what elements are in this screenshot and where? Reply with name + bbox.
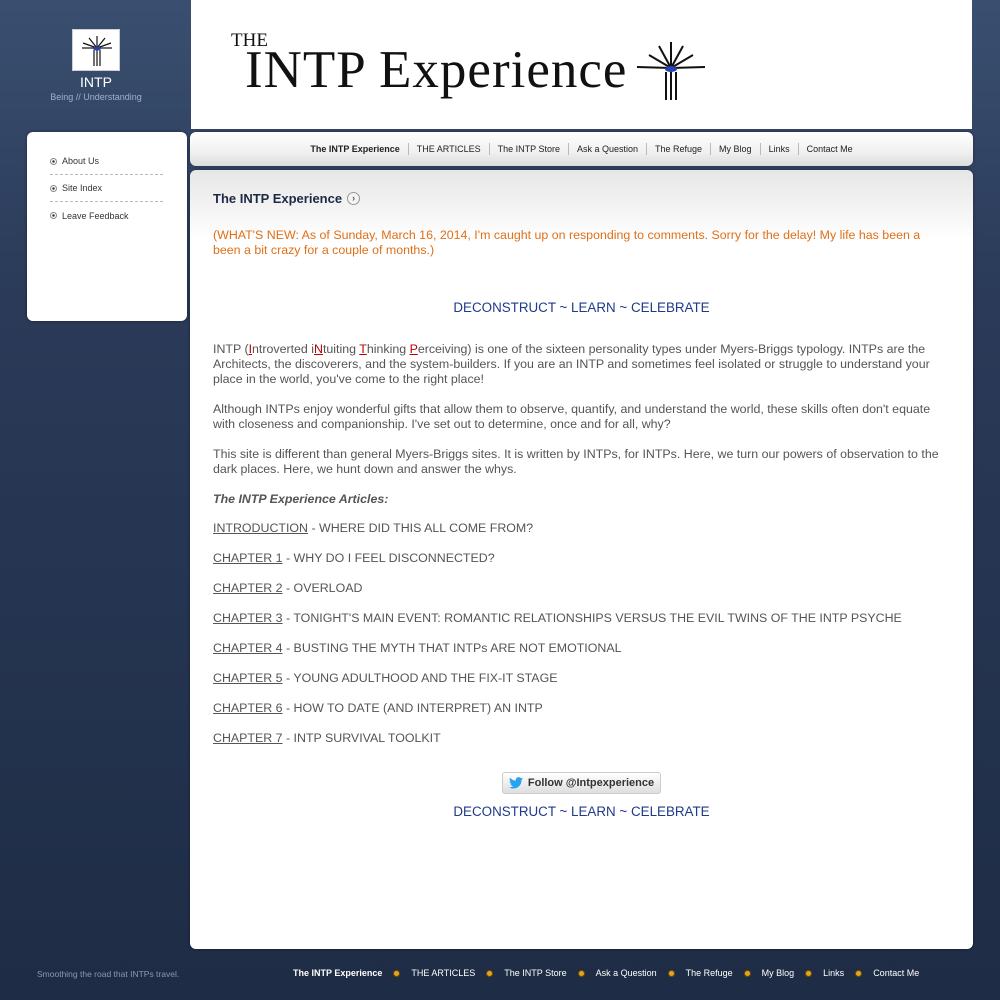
nav-item-blog[interactable]: My Blog xyxy=(710,143,760,155)
whats-new-notice: (WHAT'S NEW: As of Sunday, March 16, 2014, I'm caught up on responding to comments. Sorry for the delay! My life has been a been a bit crazy for a couple of months.) xyxy=(213,228,921,257)
intro-letter-t: T xyxy=(359,342,367,356)
tagline-bottom: DECONSTRUCT ~ LEARN ~ CELEBRATE xyxy=(453,804,710,819)
footer-nav-articles[interactable]: THE ARTICLES xyxy=(411,968,476,978)
footer-nav-blog[interactable]: My Blog xyxy=(761,968,795,978)
footer-nav-refuge[interactable]: The Refuge xyxy=(685,968,733,978)
chapter-link-7[interactable]: CHAPTER 7 xyxy=(213,731,283,745)
intro-paragraph xyxy=(213,342,950,387)
chapter-desc: - INTP SURVIVAL TOOLKIT xyxy=(282,731,441,745)
chapter-item xyxy=(213,521,950,536)
sidebar-item-label: About Us xyxy=(62,156,100,166)
chapter-desc: - YOUNG ADULTHOOD AND THE FIX-IT STAGE xyxy=(282,671,558,685)
footer-dot-icon xyxy=(486,970,493,977)
intro-text: tuiting xyxy=(322,342,360,356)
intp-logo-icon xyxy=(73,30,121,72)
articles-heading: The INTP Experience Articles: xyxy=(213,492,389,506)
sidebar-item-leave-feedback[interactable] xyxy=(50,202,163,229)
intro-text: INTP ( xyxy=(213,342,249,356)
chapter-link-2[interactable]: CHAPTER 2 xyxy=(213,581,283,595)
footer-dot-icon xyxy=(744,970,751,977)
footer-nav-store[interactable]: The INTP Store xyxy=(504,968,567,978)
bullet-icon xyxy=(50,158,57,165)
header-banner xyxy=(191,0,972,129)
nav-item-refuge[interactable]: The Refuge xyxy=(646,143,710,155)
chapter-link-4[interactable]: CHAPTER 4 xyxy=(213,641,283,655)
footer-dot-icon xyxy=(805,970,812,977)
follow-wrapper xyxy=(213,772,950,794)
chapter-desc: - HOW TO DATE (AND INTERPRET) AN INTP xyxy=(282,701,543,715)
intro-text: erceiving) is one of the sixteen personality types under Myers-Briggs typology. INTPs are the Architects, the discoverers, and the system-builders. If you are an INTP and sometimes feel isolated or struggle to understand your place in the world, you've come to the right place! xyxy=(213,342,930,386)
chapter-link-1[interactable]: CHAPTER 1 xyxy=(213,551,283,565)
intro-letter-i: I xyxy=(248,342,253,356)
footer-dot-icon xyxy=(668,970,675,977)
footer-slogan: Smoothing the road that INTPs travel. xyxy=(37,969,180,979)
chapter-item xyxy=(213,671,950,686)
sidebar-item-label: Site Index xyxy=(62,183,103,193)
paragraph-gifts: Although INTPs enjoy wonderful gifts that allow them to observe, quantify, and understand the world, these skills often don't equate with closeness and companionship. I've set out to determine, once and for all, why? xyxy=(213,402,931,431)
sidebar-item-label: Leave Feedback xyxy=(62,210,129,221)
chapter-item xyxy=(213,551,950,566)
chapter-item xyxy=(213,731,950,746)
chapter-item xyxy=(213,581,950,596)
footer-navigation xyxy=(293,968,919,978)
footer-dot-icon xyxy=(393,970,400,977)
bullet-icon xyxy=(50,185,57,192)
footer-dot-icon xyxy=(855,970,862,977)
page-title xyxy=(213,188,950,208)
sidebar-item-site-index[interactable] xyxy=(50,175,163,202)
footer-nav-contact[interactable]: Contact Me xyxy=(873,968,920,978)
sidebar-item-about-us[interactable] xyxy=(50,148,163,175)
twitter-follow-button[interactable] xyxy=(502,772,661,794)
chapter-link-3[interactable]: CHAPTER 3 xyxy=(213,611,283,625)
banner-the: THE xyxy=(231,30,268,51)
twitter-bird-icon xyxy=(509,777,523,789)
chapter-item xyxy=(213,701,950,716)
chapter-desc: - WHY DO I FEEL DISCONNECTED? xyxy=(282,551,495,565)
sidebar xyxy=(27,132,187,321)
nav-item-contact[interactable]: Contact Me xyxy=(798,143,861,155)
intro-letter-p: P xyxy=(409,342,418,356)
intro-text: ntroverted i xyxy=(252,342,315,356)
chapter-link-6[interactable]: CHAPTER 6 xyxy=(213,701,283,715)
nav-item-articles[interactable]: THE ARTICLES xyxy=(408,143,489,155)
site-logo[interactable] xyxy=(72,29,120,71)
footer-dot-icon xyxy=(578,970,585,977)
nav-item-intp-experience[interactable]: The INTP Experience xyxy=(310,144,400,154)
nav-item-store[interactable]: The INTP Store xyxy=(489,143,568,155)
chapter-desc: - WHERE DID THIS ALL COME FROM? xyxy=(308,521,534,535)
footer-nav-links[interactable]: Links xyxy=(823,968,845,978)
footer-nav-ask-question[interactable]: Ask a Question xyxy=(595,968,657,978)
paragraph-different: This site is different than general Myers-Briggs sites. It is written by INTPs, for INTPs. Here, we turn our powers of observation to the dark places. Here, we hunt down and answer the whys. xyxy=(213,447,939,476)
page-title-text: The INTP Experience xyxy=(213,190,343,206)
site-title: INTP xyxy=(80,74,112,90)
chapter-link-introduction[interactable]: INTRODUCTION xyxy=(213,521,308,535)
nav-item-ask-question[interactable]: Ask a Question xyxy=(568,143,646,155)
chapter-desc: - TONIGHT'S MAIN EVENT: ROMANTIC RELATIONSHIPS VERSUS THE EVIL TWINS OF THE INTP PSYCHE xyxy=(282,611,902,625)
footer-nav-intp-experience[interactable]: The INTP Experience xyxy=(293,968,383,978)
top-navigation xyxy=(190,132,973,166)
site-slogan: Being // Understanding xyxy=(50,92,142,102)
chapter-desc: - OVERLOAD xyxy=(282,581,363,595)
follow-label: Follow @Intpexperience xyxy=(527,777,655,789)
tagline: DECONSTRUCT ~ LEARN ~ CELEBRATE xyxy=(453,300,710,315)
intp-emblem-icon xyxy=(635,38,707,102)
chapter-item xyxy=(213,641,950,656)
chapter-desc: - BUSTING THE MYTH THAT INTPs ARE NOT EMOTIONAL xyxy=(282,641,622,655)
banner-title: INTP Experience xyxy=(245,41,628,99)
chapter-item xyxy=(213,611,950,626)
bullet-icon xyxy=(50,212,57,219)
main-content xyxy=(190,170,973,949)
chapter-link-5[interactable]: CHAPTER 5 xyxy=(213,671,283,685)
intro-text: hinking xyxy=(366,342,410,356)
chevron-right-icon[interactable]: › xyxy=(347,192,360,205)
intro-letter-n: N xyxy=(314,342,323,356)
nav-item-links[interactable]: Links xyxy=(760,143,798,155)
